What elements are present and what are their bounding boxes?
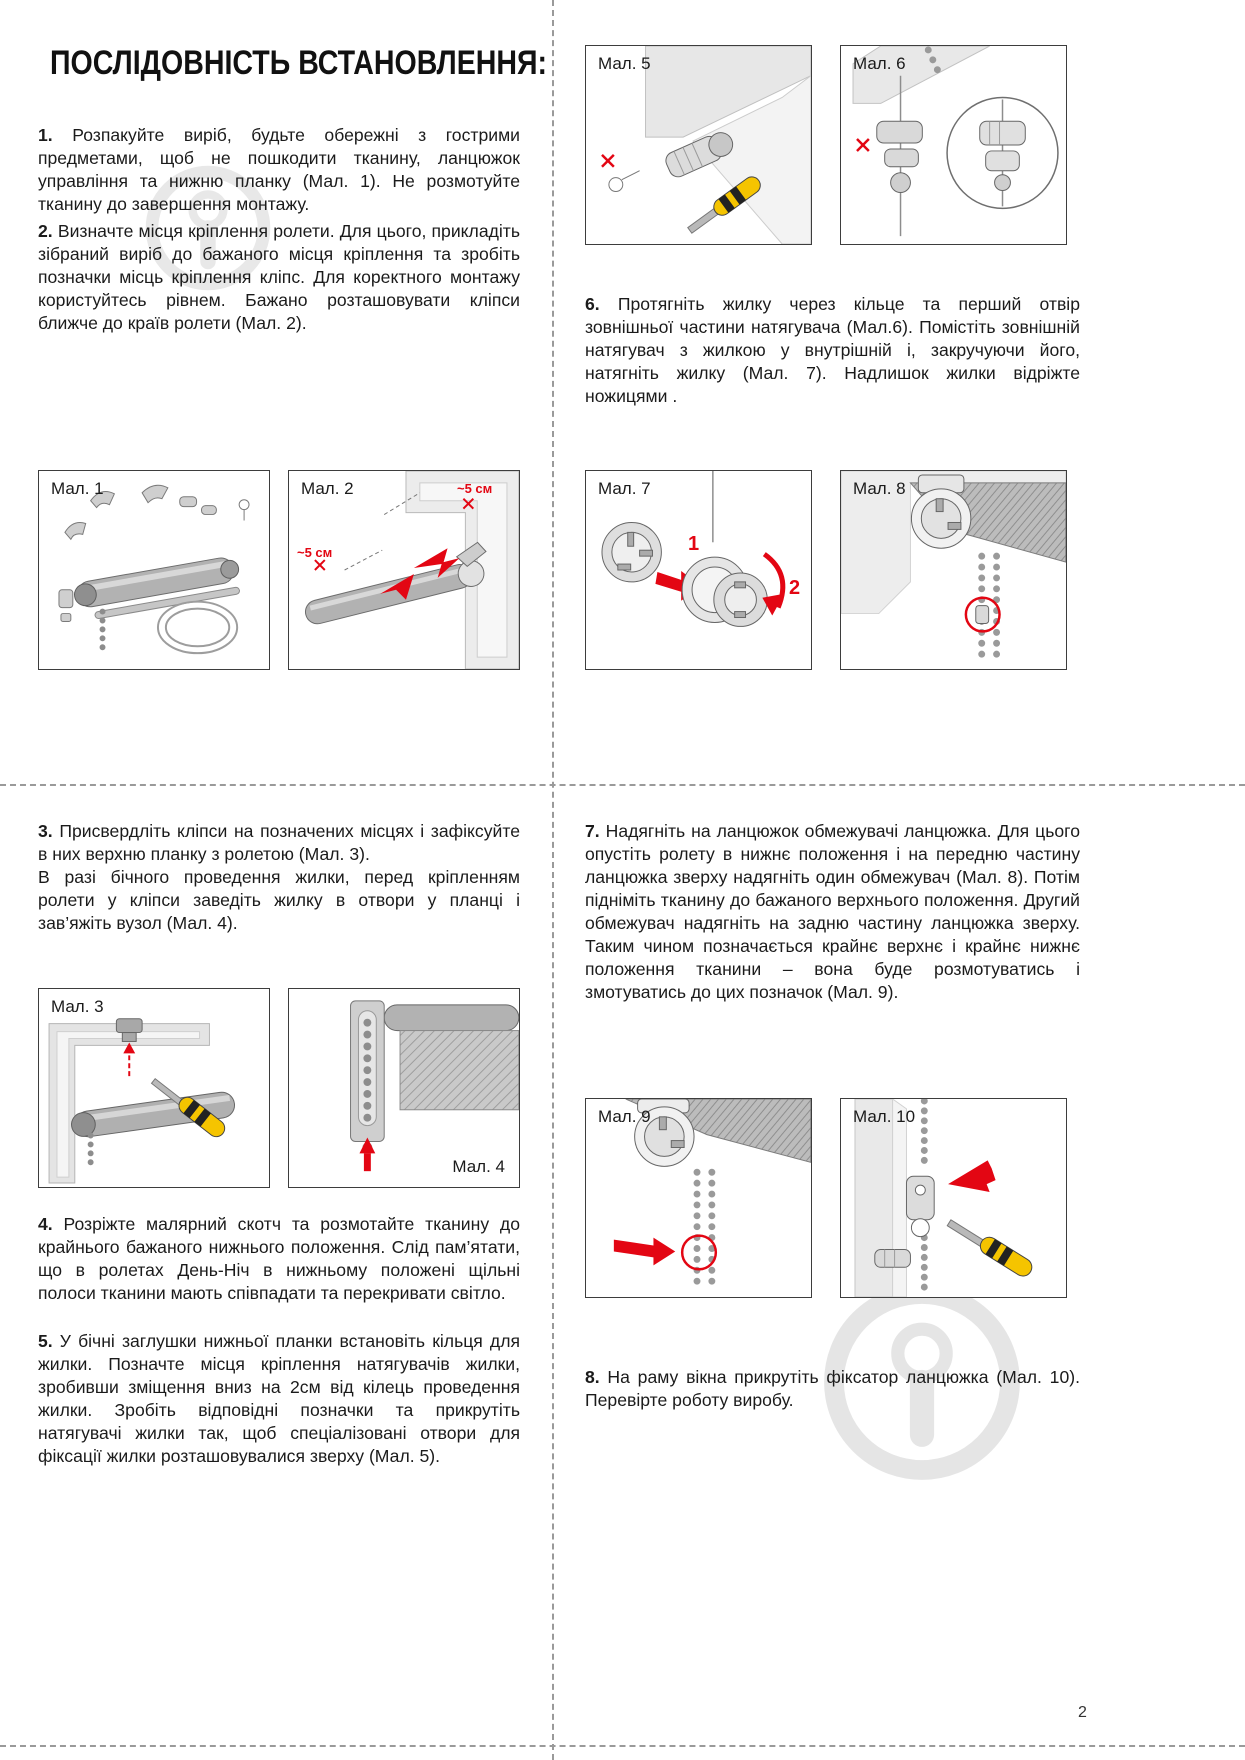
step-1-text: Розпакуйте виріб, будьте обережні з гострими предметами, щоб не пошкодити тканину, ланцюжок управління та нижню планку (Мал. 1). Не розмотуйте тканину до завершення монтажу.: [38, 125, 520, 215]
step-6-number: 6.: [585, 294, 600, 314]
step-2-number: 2.: [38, 221, 53, 241]
figure-3: [38, 988, 270, 1188]
figure-10-illustration: [841, 1099, 1066, 1297]
wire-tensioner: [877, 121, 923, 192]
wire-coil: [158, 602, 237, 653]
figure-5: [585, 45, 812, 245]
step-3: [38, 820, 520, 935]
figure-8-label: Мал. 8: [853, 479, 906, 498]
step-5-text: У бічні заглушки нижньої планки встановіть кільця для жилки. Позначте місця кріплення натягувачів жилки, зробивши зміщення вниз на 2см від кілець проведення жилки. Зробіть відповідні позначки та прикрутіть натягувачі жилки так, щоб спеціалізовані отвори для фіксації жилки розташовувалися зверху (Мал. 5).: [38, 1331, 520, 1467]
step-7-number: 7.: [585, 821, 600, 841]
step-7-text: Надягніть на ланцюжок обмежувачі ланцюжка. Для цього опустіть ролету в нижнє положення і на передню частину ланцюжка зверху надягніть один обмежувач (Мал. 8). Потім підніміть тканину до бажаного верхнього положення. Другий обмежувач надягніть на задню частину ланцюжка зверху. Таким чином позначається крайнє верхнє і крайнє нижнє положення тканини – вона буде розмотуватись і змотуватись до цих позначок (Мал. 9).: [585, 821, 1080, 1003]
figure-2-annotation-left: ~5 см: [297, 545, 333, 560]
figure-9: [585, 1098, 812, 1298]
step-3-text-1: Присвердліть кліпси на позначених місцях і зафіксуйте в них верхню планку з ролетою (Мал. 3).: [38, 821, 520, 865]
figure-10-label: Мал. 10: [853, 1107, 916, 1126]
step-4-number: 4.: [38, 1214, 53, 1234]
step-4: [38, 1213, 520, 1305]
step-8-text: На раму вікна прикрутіть фіксатор ланцюжка (Мал. 10). Перевірте роботу виробу.: [585, 1367, 1080, 1411]
step-3-text-2: В разі бічного проведення жилки, перед кріпленням ролети у кліпси заведіть жилку в отвори у планці і зав’яжіть вузол (Мал. 4).: [38, 867, 520, 934]
step-1: [38, 124, 520, 216]
figure-7-label: Мал. 7: [598, 479, 651, 498]
figure-5-label: Мал. 5: [598, 54, 651, 73]
figure-9-label: Мал. 9: [598, 1107, 651, 1126]
red-x-mark: [857, 139, 869, 151]
red-dashed-arrow: [123, 1042, 135, 1076]
figure-7-annotation-1: 1: [688, 533, 700, 555]
figure-7: [585, 470, 812, 670]
step-5: [38, 1330, 520, 1468]
wire-eyelet: [609, 171, 640, 192]
figure-7-illustration: [586, 471, 811, 669]
figure-1: [38, 470, 270, 670]
step-5-number: 5.: [38, 1331, 53, 1351]
chain-stopper: [976, 606, 989, 624]
figure-10: [840, 1098, 1067, 1298]
figure-9-illustration: [586, 1099, 811, 1297]
step-8: [585, 1366, 1080, 1412]
screwdriver: [945, 1214, 1035, 1279]
figure-2-label: Мал. 2: [301, 479, 354, 498]
figure-1-illustration: [39, 471, 269, 669]
figure-3-label: Мал. 3: [51, 997, 104, 1016]
figure-2-annotation-top: ~5 см: [457, 481, 493, 496]
page-title: ПОСЛІДОВНІСТЬ ВСТАНОВЛЕННЯ:: [50, 44, 548, 82]
step-4-text: Розріжте малярний скотч та розмотайте тканину до крайнього бажаного нижнього положення. Слід пам’ятати, що в ролетах День-Ніч в нижньому положені щільні полоси тканини мають співпадати та перекривати світло.: [38, 1214, 520, 1304]
step-3-number: 3.: [38, 821, 53, 841]
page-number: 2: [1078, 1704, 1087, 1721]
inner-tensioner: [602, 522, 661, 581]
red-highlight-circle: [682, 1236, 716, 1270]
chain-fixator: [906, 1176, 934, 1236]
red-arrow: [614, 1238, 675, 1266]
step-7: [585, 820, 1080, 1004]
figure-8-illustration: [841, 471, 1066, 669]
figure-4-label: Мал. 4: [452, 1157, 505, 1176]
step-2: [38, 220, 520, 335]
red-x-mark: [602, 155, 614, 167]
figure-4: [288, 988, 520, 1188]
step-6-text: Протягніть жилку через кільце та перший отвір зовнішньої частини натягувача (Мал.6). Помістіть зовнішній натягувач з жилкою у внутрішній і, закручуючи його, натягніть жилку (Мал. 7). Надлишок жилки відріжте ножицями .: [585, 294, 1080, 407]
step-8-number: 8.: [585, 1367, 600, 1387]
step-6: [585, 293, 1080, 408]
red-arrow: [948, 1160, 996, 1192]
tensioner-part: [875, 1249, 911, 1267]
figure-2: [288, 470, 520, 670]
step-2-text: Визначте місця кріплення ролети. Для цього, прикладіть зібраний виріб до бажаного місця кріплення та зробіть позначки місць кріплення кліпс. Для коректного монтажу користуйтесь рівнем. Бажано розташовувати кліпси ближче до країв ролети (Мал. 2).: [38, 221, 520, 334]
bracket-cap: [911, 475, 970, 548]
bead-chain: [697, 1172, 712, 1289]
horizontal-cut-line: [0, 784, 1245, 786]
figure-6-label: Мал. 6: [853, 54, 906, 73]
figure-7-annotation-2: 2: [789, 577, 801, 599]
figure-6: [840, 45, 1067, 245]
figure-5-illustration: [586, 46, 811, 244]
bottom-cut-line: [0, 1745, 1245, 1747]
figure-8: [840, 470, 1067, 670]
roller-tube: [384, 1005, 519, 1031]
magnifier-inset: [947, 97, 1058, 208]
step-1-number: 1.: [38, 125, 53, 145]
fabric-roll: [400, 1031, 519, 1110]
red-arrow: [359, 1138, 375, 1172]
figure-6-illustration: [841, 46, 1066, 244]
figure-1-label: Мал. 1: [51, 479, 104, 498]
figure-3-illustration: [39, 989, 269, 1187]
outer-tensioner: [682, 557, 767, 626]
vertical-cut-line: [552, 0, 554, 1760]
figure-2-illustration: [289, 471, 519, 669]
